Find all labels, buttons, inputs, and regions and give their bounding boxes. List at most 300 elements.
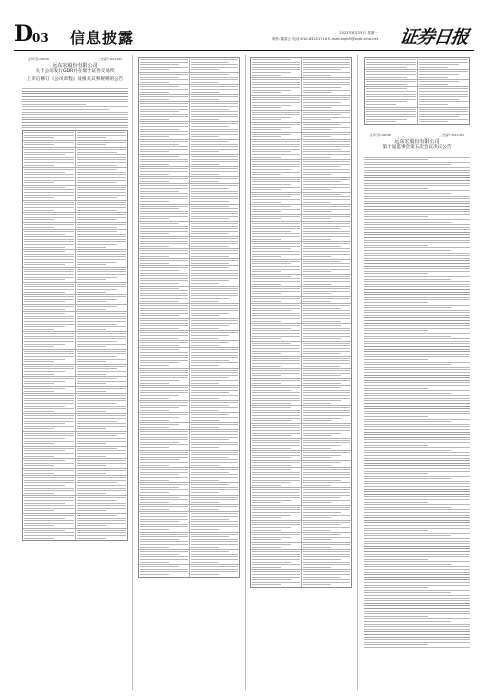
text-line (364, 541, 470, 542)
table-cell (302, 324, 352, 341)
table-cell (302, 260, 352, 274)
text-line (364, 548, 470, 549)
table-row (23, 387, 127, 394)
date-line: 2022年8月25日 星期一 (339, 31, 378, 35)
table-cell (190, 348, 240, 367)
table-cell (251, 386, 302, 405)
text-line (364, 162, 470, 163)
text-line (364, 504, 470, 505)
table-cell (76, 365, 128, 376)
text-line (364, 494, 470, 495)
table-cell (190, 237, 240, 248)
text-line (364, 170, 470, 171)
text-line (364, 284, 470, 285)
amendment-table (138, 57, 240, 578)
table-cell (139, 348, 190, 367)
table-cell (251, 406, 302, 423)
table-row (139, 386, 239, 401)
table-cell (76, 469, 128, 475)
text-line (364, 219, 470, 220)
text-line (364, 626, 470, 627)
table-cell (251, 521, 302, 532)
table-cell (76, 168, 128, 185)
table-row (23, 141, 127, 148)
text-line (364, 463, 470, 464)
table-row (23, 469, 127, 476)
table-row (23, 529, 127, 540)
table-cell (251, 570, 302, 587)
text-line (364, 390, 470, 391)
table-cell (23, 223, 76, 229)
table-cell (418, 87, 470, 106)
table-row (251, 178, 351, 193)
table-cell (251, 550, 302, 569)
text-line (364, 590, 470, 591)
table-row (139, 505, 239, 512)
table-cell (302, 287, 352, 296)
table-row (139, 401, 239, 413)
text-line (364, 478, 451, 479)
table-cell (23, 295, 76, 304)
column-divider (245, 55, 246, 690)
table-cell (23, 387, 76, 393)
text-line (364, 486, 470, 487)
table-row (23, 350, 127, 365)
text-line (364, 258, 470, 259)
text-line (364, 209, 470, 210)
text-line (364, 450, 451, 451)
table-cell (251, 304, 302, 323)
table-cell (23, 283, 76, 294)
text-line (364, 263, 470, 264)
table-cell (23, 514, 76, 528)
table-cell (365, 80, 418, 86)
table-cell (302, 297, 352, 303)
text-line (364, 530, 428, 531)
table-cell (251, 58, 302, 77)
amendment-table (250, 57, 352, 588)
text-line (364, 600, 470, 601)
text-line (364, 222, 451, 223)
table-cell (251, 369, 302, 378)
table-row (139, 205, 239, 223)
text-line (364, 634, 470, 635)
text-line (364, 496, 470, 497)
table-cell (23, 377, 76, 386)
table-row (139, 348, 239, 368)
text-line (364, 574, 470, 575)
text-line (364, 351, 470, 352)
table-cell (190, 496, 240, 505)
table-row (251, 386, 351, 406)
table-cell (251, 140, 302, 159)
table-cell (76, 496, 128, 513)
table-cell (251, 78, 302, 95)
text-line (364, 403, 470, 404)
text-line (364, 639, 470, 640)
table-cell (418, 80, 470, 86)
text-line (22, 122, 128, 123)
table-cell (302, 379, 352, 385)
table-cell (190, 167, 240, 176)
table-cell (302, 275, 352, 286)
text-line (364, 644, 428, 645)
notice-body-text (22, 88, 128, 128)
table-cell (139, 512, 190, 531)
table-cell (23, 447, 76, 458)
text-line (364, 281, 470, 282)
editor-line: 制作:董春云 电话:010-83251716 E-mail:zqrb9@zqrb.sina.net (271, 37, 378, 41)
table-row (139, 266, 239, 286)
table-cell (251, 111, 302, 122)
text-line (364, 556, 470, 557)
text-line (364, 372, 470, 373)
text-line (364, 271, 470, 272)
text-line (364, 533, 470, 534)
text-line (364, 380, 470, 381)
text-line (364, 302, 428, 303)
text-line (364, 439, 470, 440)
table-cell (251, 287, 302, 296)
table-cell (76, 332, 128, 349)
text-line (364, 413, 470, 414)
table-cell (23, 131, 76, 140)
table-cell (76, 230, 128, 249)
text-line (364, 528, 470, 529)
table-cell (418, 108, 470, 125)
text-line (364, 276, 470, 277)
table-row (139, 512, 239, 532)
table-cell (139, 205, 190, 222)
text-line (364, 325, 470, 326)
table-cell (76, 312, 128, 331)
text-line (364, 349, 470, 350)
text-line (364, 185, 470, 186)
text-line (364, 167, 470, 168)
text-line (22, 109, 109, 110)
text-line (364, 333, 470, 334)
text-line (364, 201, 470, 202)
table-cell (302, 193, 352, 204)
notice-number: 公告编号:2022-000 (440, 134, 464, 138)
table-row (251, 357, 351, 369)
table-cell (190, 266, 240, 285)
table-row (23, 201, 127, 213)
table-cell (76, 529, 128, 540)
text-line (22, 99, 128, 100)
text-line (364, 605, 470, 606)
text-line (22, 125, 128, 126)
table-cell (302, 468, 352, 487)
table-row (251, 275, 351, 287)
column-1 (22, 55, 128, 543)
table-cell (365, 108, 418, 125)
text-line (22, 117, 128, 118)
table-cell (251, 133, 302, 139)
text-line (364, 224, 470, 225)
text-line (364, 157, 470, 158)
text-line (364, 375, 470, 376)
text-line (364, 468, 470, 469)
table-cell (251, 451, 302, 460)
text-line (364, 395, 470, 396)
text-line (364, 369, 470, 370)
text-line (364, 642, 470, 643)
masthead (14, 21, 474, 48)
masthead-rule (14, 50, 474, 51)
text-line (364, 317, 470, 318)
table-cell (139, 85, 190, 94)
text-line (22, 127, 128, 128)
table-cell (76, 223, 128, 229)
table-row (251, 424, 351, 439)
text-line (364, 159, 428, 160)
text-line (364, 551, 470, 552)
table-cell (23, 529, 76, 540)
text-line (364, 250, 451, 251)
table-cell (190, 304, 240, 318)
text-line (364, 336, 451, 337)
table-row (139, 331, 239, 341)
table-cell (190, 287, 240, 304)
table-cell (190, 177, 240, 183)
table-row (23, 459, 127, 469)
table-cell (190, 451, 240, 468)
text-line (364, 507, 451, 508)
text-line (364, 465, 470, 466)
table-cell (139, 184, 190, 203)
text-line (364, 247, 470, 248)
text-line (364, 382, 470, 383)
table-row (23, 476, 127, 496)
table-cell (139, 430, 190, 449)
table-row (23, 168, 127, 186)
stock-code: 证券代码:000000 (370, 134, 392, 138)
text-line (364, 385, 470, 386)
table-row (139, 287, 239, 305)
table-cell (23, 213, 76, 222)
table-row (365, 87, 469, 107)
table-cell (76, 268, 128, 282)
table-row (139, 122, 239, 140)
text-line (364, 354, 470, 355)
table-cell (139, 423, 190, 429)
notice-codes (370, 133, 464, 137)
table-row (23, 186, 127, 201)
text-line (364, 554, 470, 555)
table-cell (76, 394, 128, 413)
table-cell (139, 140, 190, 154)
table-cell (139, 249, 190, 258)
table-cell (251, 242, 302, 259)
table-cell (23, 230, 76, 249)
text-line (364, 517, 470, 518)
table-row (365, 70, 469, 80)
notice-title-line: 关于公司发行GDR并在瑞士证券交易所 (35, 69, 115, 74)
table-row (251, 488, 351, 506)
table-row (139, 319, 239, 331)
table-row (251, 521, 351, 533)
table-row (139, 222, 239, 237)
text-line (364, 419, 470, 420)
table-cell (302, 133, 352, 139)
text-line (364, 434, 470, 435)
table-row (139, 95, 239, 102)
table-cell (190, 85, 240, 94)
table-cell (302, 570, 352, 587)
table-cell (76, 514, 128, 528)
table-row (251, 96, 351, 111)
table-row (139, 155, 239, 167)
table-cell (365, 70, 418, 79)
table-cell (251, 222, 302, 241)
table-cell (139, 413, 190, 422)
table-cell (251, 468, 302, 487)
table-cell (302, 461, 352, 467)
text-line (364, 232, 470, 233)
table-cell (139, 122, 190, 139)
text-line (364, 616, 428, 617)
table-cell (76, 432, 128, 446)
table-cell (302, 543, 352, 549)
text-line (364, 196, 470, 197)
table-cell (23, 459, 76, 468)
table-cell (76, 213, 128, 222)
table-cell (251, 506, 302, 520)
table-cell (139, 266, 190, 285)
text-line (364, 458, 470, 459)
text-line (364, 613, 470, 614)
text-line (22, 119, 128, 120)
text-line (364, 206, 470, 207)
table-row (251, 140, 351, 160)
table-cell (251, 357, 302, 368)
text-line (364, 442, 470, 443)
table-row (139, 259, 239, 266)
table-cell (139, 468, 190, 482)
column-4 (364, 55, 470, 649)
text-line (364, 255, 470, 256)
table-cell (302, 140, 352, 159)
table-cell (139, 341, 190, 347)
table-cell (190, 369, 240, 386)
text-line (364, 471, 470, 472)
table-cell (302, 533, 352, 542)
table-row (251, 468, 351, 488)
table-cell (251, 533, 302, 542)
table-row (139, 341, 239, 348)
text-line (364, 491, 470, 492)
table-cell (139, 386, 190, 400)
table-row (251, 533, 351, 543)
table-row (139, 237, 239, 249)
table-cell (190, 505, 240, 511)
text-line (364, 561, 470, 562)
text-line (364, 203, 470, 204)
table-cell (302, 488, 352, 505)
text-line (364, 538, 470, 539)
text-line (364, 343, 470, 344)
text-line (364, 367, 470, 368)
table-row (23, 332, 127, 350)
table-cell (251, 424, 302, 438)
table-cell (139, 533, 190, 550)
text-line (364, 377, 470, 378)
text-line (364, 364, 451, 365)
table-row (139, 73, 239, 85)
table-cell (76, 201, 128, 212)
text-line (364, 406, 470, 407)
text-line (364, 273, 428, 274)
table-cell (251, 324, 302, 341)
table-cell (302, 304, 352, 323)
text-line (364, 359, 428, 360)
text-line (364, 483, 470, 484)
table-cell (251, 342, 302, 356)
table-cell (251, 275, 302, 286)
notice-company: 远东宏股份有限公司 (52, 63, 98, 69)
text-line (364, 582, 470, 583)
table-row (23, 223, 127, 230)
text-line (364, 356, 470, 357)
text-line (364, 499, 470, 500)
table-row (23, 414, 127, 432)
text-line (364, 476, 470, 477)
text-line (364, 242, 470, 243)
table-row (23, 447, 127, 459)
table-cell (139, 95, 190, 101)
text-line (364, 289, 470, 290)
table-cell (76, 295, 128, 304)
table-cell (302, 205, 352, 214)
table-row (251, 222, 351, 242)
text-line (364, 214, 470, 215)
text-line (22, 112, 128, 113)
text-line (364, 603, 470, 604)
text-line (364, 426, 470, 427)
notice-body-text (364, 157, 470, 648)
table-cell (190, 401, 240, 412)
text-line (364, 266, 470, 267)
table-cell (251, 439, 302, 450)
text-line (364, 535, 451, 536)
text-line (364, 502, 428, 503)
table-cell (190, 468, 240, 482)
table-cell (251, 160, 302, 177)
table-cell (251, 178, 302, 192)
section-title: 信息披露 (70, 29, 135, 47)
table-row (23, 283, 127, 295)
text-line (364, 447, 470, 448)
table-row (139, 423, 239, 430)
table-cell (251, 488, 302, 505)
table-cell (251, 205, 302, 214)
text-line (364, 294, 470, 295)
table-row (251, 297, 351, 304)
text-line (364, 245, 428, 246)
text-line (364, 473, 428, 474)
table-cell (139, 451, 190, 468)
table-row (251, 379, 351, 386)
table-cell (139, 401, 190, 412)
table-cell (302, 550, 352, 569)
table-row (251, 506, 351, 521)
text-line (364, 400, 470, 401)
table-cell (23, 186, 76, 200)
table-row (251, 78, 351, 96)
table-cell (76, 305, 128, 311)
text-line (364, 193, 451, 194)
